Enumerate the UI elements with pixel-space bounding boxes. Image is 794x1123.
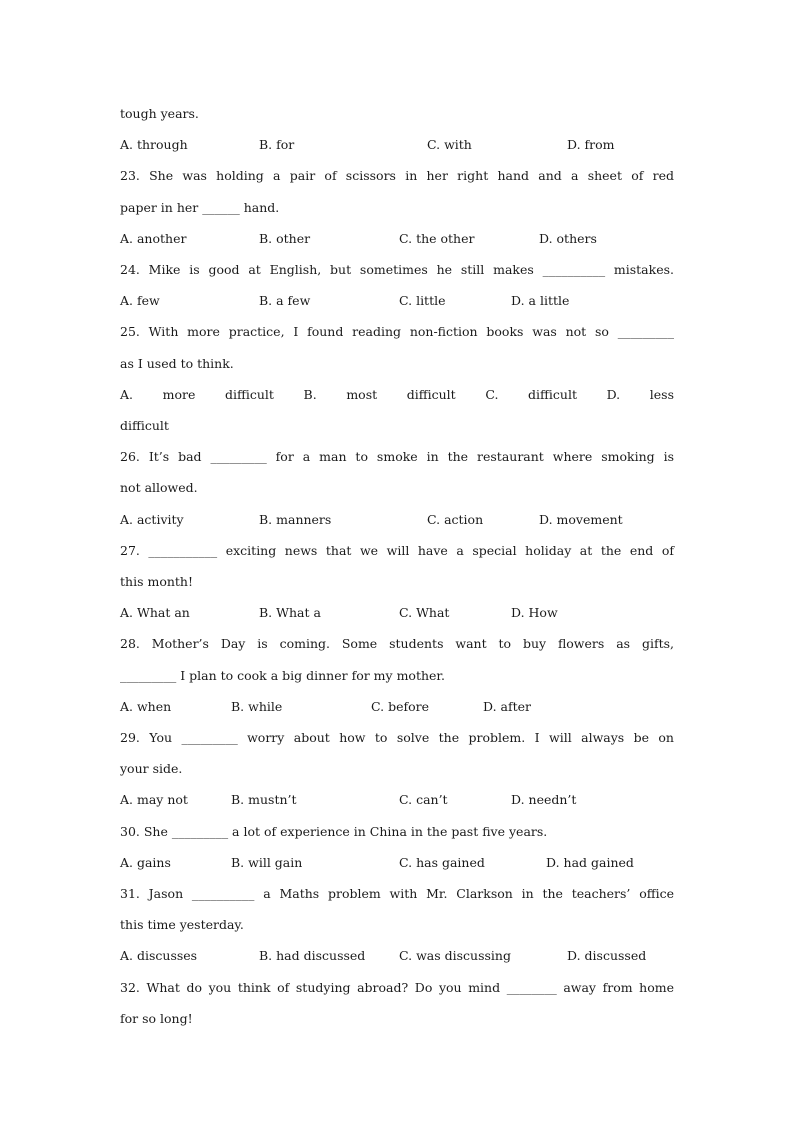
answer-option: C. can’t xyxy=(399,792,448,807)
text-line: 32. What do you think of studying abroad? Do you mind ________ away from home xyxy=(120,980,674,995)
text-line: 28. Mother’s Day is coming. Some students want to buy flowers as gifts, xyxy=(120,636,674,651)
answer-options xyxy=(120,291,680,311)
answer-option: D. How xyxy=(511,605,558,620)
text-line: tough years. xyxy=(120,106,199,121)
answer-options xyxy=(120,135,680,155)
answer-option: D. movement xyxy=(539,512,623,527)
answer-option: D. had gained xyxy=(546,855,634,870)
answer-option: C. before xyxy=(371,699,429,714)
text-line: 24. Mike is good at English, but sometimes he still makes __________ mistakes. xyxy=(120,262,674,277)
answer-option: C. the other xyxy=(399,231,475,246)
text-line: for so long! xyxy=(120,1011,193,1026)
text-line: 29. You _________ worry about how to solve the problem. I will always be on xyxy=(120,730,674,745)
answer-options xyxy=(120,946,680,966)
answer-options xyxy=(120,790,680,810)
answer-option: C. action xyxy=(427,512,484,527)
answer-option: D. a little xyxy=(511,293,570,308)
text-line: 23. She was holding a pair of scissors in her right hand and a sheet of red xyxy=(120,168,674,183)
text-line: A. more difficult B. most difficult C. difficult D. less xyxy=(120,387,674,402)
answer-option: B. What a xyxy=(259,605,321,620)
answer-option: B. will gain xyxy=(231,855,303,870)
answer-options xyxy=(120,603,680,623)
answer-option: C. has gained xyxy=(399,855,485,870)
answer-option: A. gains xyxy=(120,855,171,870)
answer-option: C. with xyxy=(427,137,472,152)
text-line: not allowed. xyxy=(120,480,198,495)
answer-option: A. activity xyxy=(120,512,184,527)
text-line: 27. ___________ exciting news that we will have a special holiday at the end of xyxy=(120,543,674,558)
answer-option: A. What an xyxy=(120,605,190,620)
answer-option: D. needn’t xyxy=(511,792,577,807)
text-line: 31. Jason __________ a Maths problem with Mr. Clarkson in the teachers’ office xyxy=(120,886,674,901)
answer-options xyxy=(120,697,680,717)
answer-option: B. had discussed xyxy=(259,948,366,963)
answer-option: D. discussed xyxy=(567,948,647,963)
answer-option: B. mustn’t xyxy=(231,792,297,807)
answer-option: A. another xyxy=(120,231,187,246)
answer-option: B. while xyxy=(231,699,283,714)
answer-option: B. a few xyxy=(259,293,311,308)
answer-option: C. little xyxy=(399,293,446,308)
answer-options xyxy=(120,853,680,873)
answer-options xyxy=(120,510,680,530)
answer-option: D. from xyxy=(567,137,615,152)
answer-option: B. for xyxy=(259,137,295,152)
text-line: your side. xyxy=(120,761,183,776)
answer-option: D. after xyxy=(483,699,531,714)
text-line: _________ I plan to cook a big dinner for my mother. xyxy=(120,668,445,683)
text-line: 30. She _________ a lot of experience in China in the past five years. xyxy=(120,824,548,839)
answer-options xyxy=(120,229,680,249)
answer-option: A. few xyxy=(120,293,160,308)
answer-option: C. was discussing xyxy=(399,948,511,963)
answer-option: C. What xyxy=(399,605,450,620)
answer-option: A. through xyxy=(120,137,188,152)
answer-option: A. discusses xyxy=(120,948,198,963)
text-line: this time yesterday. xyxy=(120,917,244,932)
text-line: 26. It’s bad _________ for a man to smoke in the restaurant where smoking is xyxy=(120,449,674,464)
text-line: as I used to think. xyxy=(120,356,234,371)
text-line: paper in her ______ hand. xyxy=(120,200,280,215)
answer-option: B. other xyxy=(259,231,311,246)
text-line: 25. With more practice, I found reading non-fiction books was not so _________ xyxy=(120,324,674,339)
text-line: difficult xyxy=(120,418,169,433)
answer-option: B. manners xyxy=(259,512,332,527)
answer-option: A. when xyxy=(120,699,172,714)
answer-option: D. others xyxy=(539,231,597,246)
answer-option: A. may not xyxy=(120,792,188,807)
text-line: this month! xyxy=(120,574,193,589)
